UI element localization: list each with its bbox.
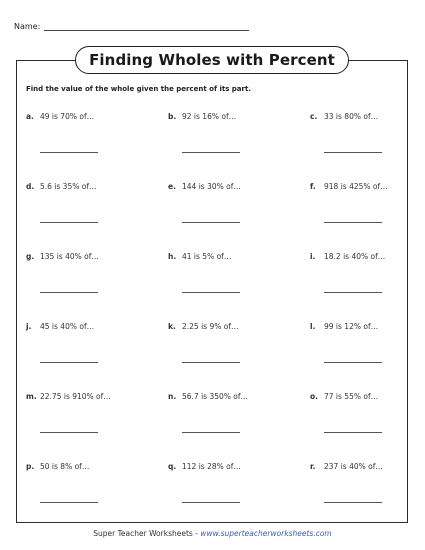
problem-letter: f. [310, 182, 316, 191]
problem-letter: p. [26, 462, 35, 471]
problem-letter: i. [310, 252, 316, 261]
problem-text: 22.75 is 910% of… [40, 392, 111, 401]
problem-letter: n. [168, 392, 177, 401]
problem-item [168, 182, 288, 191]
problem-letter: a. [26, 112, 34, 121]
problem-letter: c. [310, 112, 318, 121]
answer-line[interactable] [182, 152, 240, 153]
problem-item [168, 252, 288, 261]
problem-item [26, 322, 146, 331]
problem-item [26, 392, 146, 401]
answer-line[interactable] [40, 432, 98, 433]
answer-line[interactable] [182, 292, 240, 293]
problem-text: 41 is 5% of… [182, 252, 232, 261]
problem-text: 918 is 425% of… [324, 182, 388, 191]
problem-item [310, 462, 425, 471]
problem-letter: m. [26, 392, 37, 401]
answer-line[interactable] [40, 292, 98, 293]
name-field[interactable] [44, 22, 249, 31]
problem-text: 18.2 is 40% of… [324, 252, 386, 261]
answer-line[interactable] [40, 222, 98, 223]
problem-letter: j. [26, 322, 32, 331]
problem-item [26, 252, 146, 261]
answer-line[interactable] [182, 222, 240, 223]
problem-letter: o. [310, 392, 319, 401]
problem-text: 2.25 is 9% of… [182, 322, 239, 331]
problem-item [310, 182, 425, 191]
problem-text: 49 is 70% of… [40, 112, 95, 121]
problem-text: 135 is 40% of… [40, 252, 99, 261]
problem-text: 45 is 40% of… [40, 322, 95, 331]
answer-line[interactable] [324, 432, 382, 433]
answer-line[interactable] [324, 362, 382, 363]
problem-letter: g. [26, 252, 35, 261]
answer-line[interactable] [324, 502, 382, 503]
answer-line[interactable] [40, 502, 98, 503]
problem-text: 50 is 8% of… [40, 462, 90, 471]
title-banner [75, 46, 349, 74]
footer [0, 529, 425, 538]
answer-line[interactable] [324, 152, 382, 153]
problem-item [310, 112, 425, 121]
problem-letter: h. [168, 252, 177, 261]
footer-url[interactable]: www.superteacherworksheets.com [200, 529, 332, 538]
footer-brand: Super Teacher Worksheets [93, 529, 193, 538]
problem-item [26, 462, 146, 471]
problem-text: 5.6 is 35% of… [40, 182, 97, 191]
problem-letter: b. [168, 112, 177, 121]
problem-text: 112 is 28% of… [182, 462, 241, 471]
footer-separator: - [192, 529, 201, 538]
problem-letter: e. [168, 182, 176, 191]
problem-letter: l. [310, 322, 316, 331]
name-row [14, 22, 249, 31]
problem-item [168, 322, 288, 331]
problem-letter: q. [168, 462, 177, 471]
answer-line[interactable] [324, 292, 382, 293]
problem-item [168, 112, 288, 121]
problem-letter: r. [310, 462, 316, 471]
problem-letter: k. [168, 322, 176, 331]
problem-item [310, 392, 425, 401]
problem-item [310, 252, 425, 261]
problem-item [310, 322, 425, 331]
name-label: Name: [14, 22, 41, 31]
answer-line[interactable] [324, 222, 382, 223]
problem-text: 237 is 40% of… [324, 462, 383, 471]
problem-letter: d. [26, 182, 35, 191]
problem-text: 144 is 30% of… [182, 182, 241, 191]
answer-line[interactable] [40, 152, 98, 153]
page-title: Finding Wholes with Percent [89, 51, 335, 69]
problem-text: 56.7 is 350% of… [182, 392, 249, 401]
problem-text: 33 is 80% of… [324, 112, 379, 121]
answer-line[interactable] [182, 432, 240, 433]
answer-line[interactable] [182, 502, 240, 503]
answer-line[interactable] [182, 362, 240, 363]
answer-line[interactable] [40, 362, 98, 363]
instructions: Find the value of the whole given the percent of its part. [26, 85, 251, 93]
problem-item [26, 182, 146, 191]
problem-text: 92 is 16% of… [182, 112, 237, 121]
problem-item [168, 462, 288, 471]
problem-text: 99 is 12% of… [324, 322, 379, 331]
problem-text: 77 is 55% of… [324, 392, 379, 401]
problem-item [26, 112, 146, 121]
problem-item [168, 392, 288, 401]
